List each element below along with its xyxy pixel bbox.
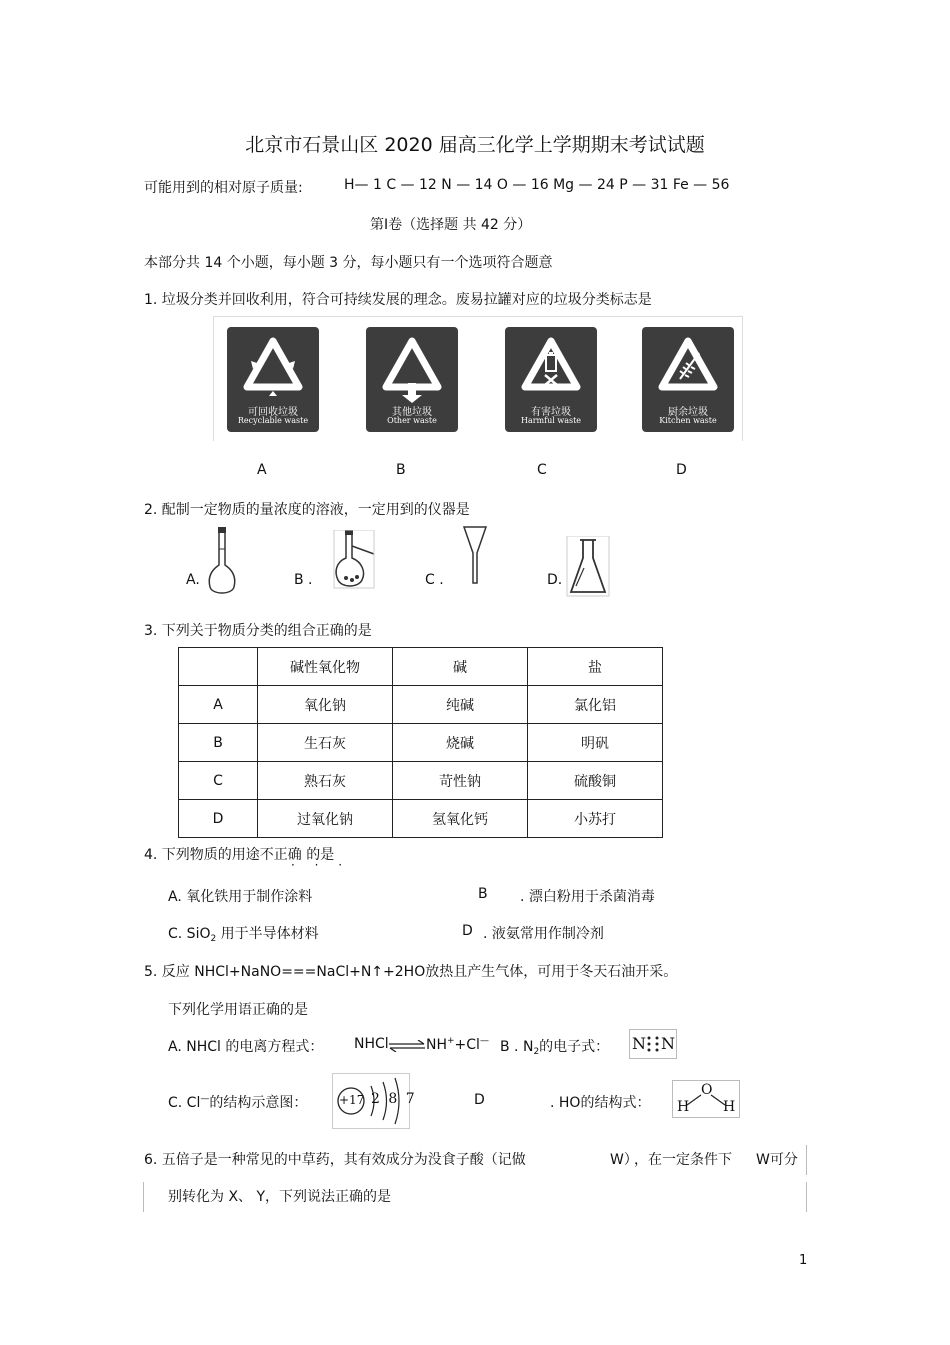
table-cell: 氯化铝 — [528, 686, 663, 724]
bin-label-zh: 有害垃圾 — [531, 407, 571, 418]
table-cell: 氢氧化钙 — [393, 800, 528, 838]
question-6-w: W） — [610, 1152, 638, 1168]
distillation-flask-icon — [332, 530, 376, 590]
question-6-stem-line1: 6. 五倍子是一种常见的中草药，其有效成分为没食子酸（记做 — [144, 1152, 526, 1168]
equilibrium-arrow-icon — [388, 1040, 426, 1052]
table-cell: 苛性钠 — [393, 762, 528, 800]
table-cell: B — [179, 724, 258, 762]
question-6-mid: ，在一定条件下 — [634, 1152, 732, 1168]
q2-option-d: D. — [547, 572, 563, 588]
margin-rule — [806, 1145, 807, 1175]
battery-cross-icon — [515, 333, 587, 403]
table-cell: 过氧化钠 — [258, 800, 393, 838]
atomic-mass-label: 可能用到的相对原子质量: — [144, 180, 303, 196]
q5-option-d-post: 的结构式： — [580, 1095, 651, 1111]
emphasis-dots: · · · — [291, 858, 351, 872]
bin-label-zh: 可回收垃圾 — [248, 407, 298, 418]
q4-option-d-label: D — [462, 923, 473, 939]
q4-option-d: . 液氨常用作制冷剂 — [483, 926, 604, 942]
subscript: 2 — [210, 934, 217, 944]
q4-option-c — [168, 923, 319, 944]
q4-option-b: . 漂白粉用于杀菌消毒 — [520, 889, 655, 905]
water-structural-formula — [672, 1080, 740, 1118]
bin-label-en: Harmful waste — [520, 416, 582, 425]
page-title: 北京市石景山区 2020 届高三化学上学期期末考试试题 — [245, 134, 705, 156]
atomic-mass-values: H— 1 C — 12 N — 14 O — 16 Mg — 24 P — 31 Fe — 56 — [344, 177, 730, 193]
section-title: 第Ⅰ卷（选择题 共 42 分） — [370, 217, 532, 233]
table-cell: 氧化钠 — [258, 686, 393, 724]
volumetric-flask-icon — [206, 527, 238, 599]
q5-option-d — [550, 1092, 650, 1112]
chloride-formula: +Cl — [454, 1037, 480, 1053]
hydrogen-symbol-right: H — [723, 1099, 736, 1115]
question-6-end: W可分 — [756, 1152, 798, 1168]
question-4-stem: 4. 下列物质的用途不正确 的是 — [144, 847, 335, 863]
q5-option-d-pre: . HO — [550, 1095, 581, 1111]
bin-label-zh: 厨余垃圾 — [668, 407, 708, 418]
oxygen-symbol: O — [701, 1082, 713, 1098]
superscript-plus: + — [447, 1036, 455, 1046]
q4-option-c-post: 用于半导体材料 — [216, 926, 319, 942]
q2-option-b: B . — [294, 572, 313, 588]
table-cell: 熟石灰 — [258, 762, 393, 800]
funnel-icon — [462, 525, 488, 585]
question-5-substem: 下列化学用语正确的是 — [168, 1002, 308, 1018]
q5-option-b-pre: B . N — [500, 1039, 534, 1055]
q1-option-b: B — [396, 462, 406, 478]
table-cell: 生石灰 — [258, 724, 393, 762]
table-row — [179, 724, 663, 762]
q1-option-c: C — [537, 462, 547, 478]
q5-option-a-eq-right — [426, 1036, 489, 1053]
q2-option-a: A. — [186, 572, 200, 588]
q1-option-d: D — [676, 462, 687, 478]
subscript: 2 — [533, 1047, 540, 1057]
nucleus-charge: +17 — [339, 1093, 365, 1107]
bin-label-en: Other waste — [387, 416, 437, 425]
down-arrow-triangle-icon — [376, 333, 448, 403]
table-cell: 小苏打 — [528, 800, 663, 838]
table-cell: 烧碱 — [393, 724, 528, 762]
fishbone-icon — [652, 333, 724, 403]
waste-bin-signs — [213, 316, 743, 441]
table-row — [179, 686, 663, 724]
question-2-stem: 2. 配制一定物质的量浓度的溶液，一定用到的仪器是 — [144, 502, 470, 518]
q5-option-b — [500, 1036, 609, 1057]
harmful-bin-sign — [505, 327, 597, 432]
page-number: 1 — [799, 1253, 808, 1268]
n2-electron-formula — [629, 1029, 677, 1059]
margin-rule — [806, 1182, 807, 1212]
table-row — [179, 762, 663, 800]
nitrogen-symbol-right: N — [661, 1034, 675, 1053]
section-intro: 本部分共 14 个小题，每小题 3 分，每小题只有一个选项符合题意 — [144, 255, 553, 271]
recycle-arrows-icon — [237, 333, 309, 403]
table-header-cell: 碱 — [393, 648, 528, 686]
superscript-minus: — — [479, 1036, 489, 1046]
q5-option-c-pre: C. Cl — [168, 1095, 201, 1111]
chloride-structure-diagram — [332, 1073, 417, 1129]
q5-option-a-eq-left: NHCl — [354, 1036, 389, 1052]
recyclable-bin-sign — [227, 327, 319, 432]
table-cell: C — [179, 762, 258, 800]
electron-dots-icon — [645, 1035, 661, 1053]
superscript-minus: — — [200, 1094, 210, 1104]
q5-option-c — [168, 1092, 307, 1112]
bin-label-en: Kitchen waste — [659, 416, 717, 425]
table-header-cell: 盐 — [528, 648, 663, 686]
q5-option-c-post: 的结构示意图： — [209, 1095, 308, 1111]
q5-option-b-post: 的电子式： — [539, 1039, 610, 1055]
other-bin-sign — [366, 327, 458, 432]
table-header-cell: 碱性氧化物 — [258, 648, 393, 686]
q5-option-a: A. NHCl 的电离方程式： — [168, 1039, 324, 1055]
q4-option-b-label: B — [478, 886, 488, 902]
bin-label-zh: 其他垃圾 — [392, 407, 432, 418]
shell-electron-counts: 2 8 7 — [371, 1091, 417, 1107]
nitrogen-symbol-left: N — [632, 1034, 646, 1053]
q4-option-c-pre: C. SiO — [168, 926, 211, 942]
q2-option-c: C . — [425, 572, 444, 588]
classification-table — [178, 647, 663, 838]
ammonium-formula: NH — [426, 1037, 447, 1053]
question-3-stem: 3. 下列关于物质分类的组合正确的是 — [144, 623, 372, 639]
table-header-row — [179, 648, 663, 686]
q1-option-a: A — [257, 462, 267, 478]
question-5-stem: 5. 反应 NHCl+NaNO===NaCl+N↑+2HO放热且产生气体，可用于冬天石油开采。 — [144, 964, 678, 980]
table-cell: 纯碱 — [393, 686, 528, 724]
table-row — [179, 800, 663, 838]
table-cell: 硫酸铜 — [528, 762, 663, 800]
hydrogen-symbol-left: H — [677, 1099, 690, 1115]
question-6-stem-line2: 别转化为 X、 Y，下列说法正确的是 — [168, 1189, 392, 1205]
kitchen-bin-sign — [642, 327, 734, 432]
margin-rule — [143, 1182, 144, 1212]
table-cell: 明矾 — [528, 724, 663, 762]
bin-label-en: Recyclable waste — [237, 416, 309, 425]
table-cell: D — [179, 800, 258, 838]
question-1-stem: 1. 垃圾分类并回收利用，符合可持续发展的理念。废易拉罐对应的垃圾分类标志是 — [144, 292, 652, 308]
q5-option-d-label: D — [474, 1092, 485, 1108]
conical-flask-icon — [566, 536, 610, 598]
table-cell: A — [179, 686, 258, 724]
q4-option-a: A. 氧化铁用于制作涂料 — [168, 889, 313, 905]
table-header-cell — [179, 648, 258, 686]
